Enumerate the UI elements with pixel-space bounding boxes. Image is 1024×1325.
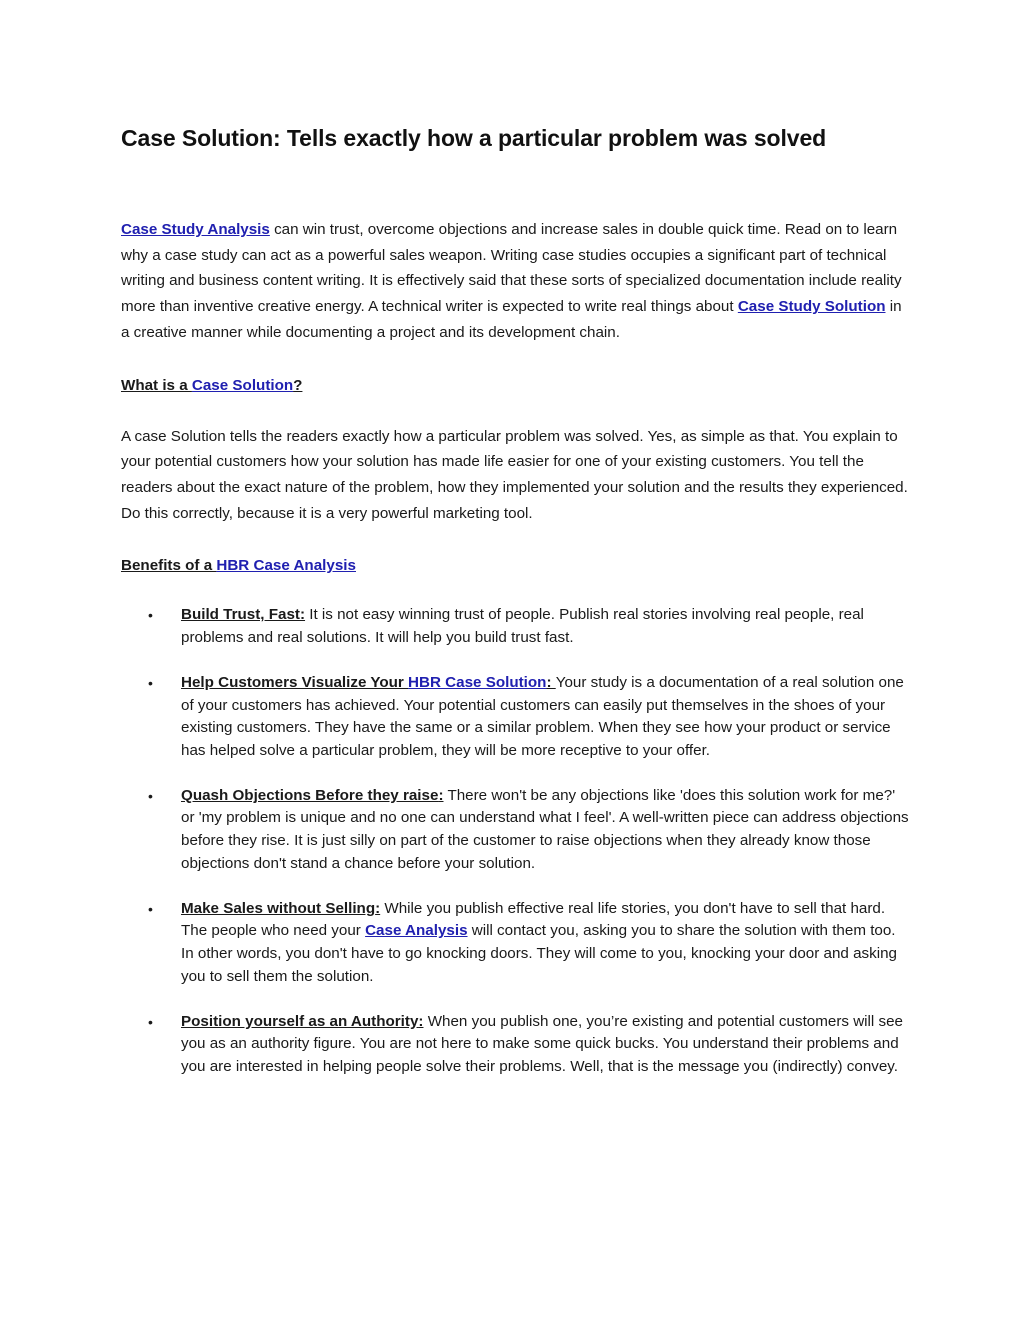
case-study-solution-link[interactable]: Case Study Solution <box>737 298 886 316</box>
bullet-icon: • <box>148 675 153 692</box>
benefit-colon: : <box>546 674 556 692</box>
benefit-colon: : <box>375 899 381 917</box>
benefit-term: Help Customers Visualize Your <box>181 674 409 692</box>
what-heading-prefix: What is a <box>121 376 192 394</box>
benefit-colon: : <box>418 1012 424 1030</box>
case-analysis-link[interactable]: Case Analysis <box>365 922 468 940</box>
bullet-icon: • <box>148 787 153 804</box>
benefits-heading <box>121 553 911 578</box>
benefit-text: While you publish effective real life stories, you don't have to sell that hard. The people who need your <box>181 899 886 940</box>
hbr-case-analysis-link[interactable]: HBR Case Analysis <box>216 557 356 575</box>
list-item <box>121 785 911 875</box>
benefit-term: Position yourself as an Authority <box>181 1012 419 1030</box>
page-title: Case Solution: Tells exactly how a particular problem was solved <box>121 125 827 151</box>
what-heading-suffix: ? <box>293 376 303 394</box>
benefit-term: Quash Objections Before they raise <box>181 786 439 804</box>
benefit-text: Your study is a documentation of a real solution one of your customers has achieved. Your potential customers can easily put themselves in the shoes of your existing customers. They have the same or a similar problem. When they see how your product or service has helped solve a particular problem, they will be more receptive to your offer. <box>181 674 904 759</box>
benefit-text: It is not easy winning trust of people. Publish real stories involving real people, real problems and real solutions. It will help you build trust fast. <box>181 606 864 646</box>
case-study-analysis-link[interactable]: Case Study Analysis <box>121 221 270 238</box>
benefit-text-after: will contact you, asking you to share the solution with them too. In other words, you don't have to go knocking doors. They will come to you, knocking your door and asking you to sell them the solution. <box>181 922 897 985</box>
benefit-text: There won't be any objections like 'does this solution work for me?' or 'my problem is unique and no one can understand what I feel'. A well-written piece can address objections before they rise. It is just silly on part of the customer to raise objections when they already know those objections don't stand a chance before your solution. <box>181 786 909 872</box>
list-item <box>121 1011 911 1079</box>
hbr-case-solution-link[interactable]: HBR Case Solution <box>408 674 547 692</box>
benefits-heading-prefix: Benefits of a <box>121 557 217 575</box>
benefit-term: Build Trust, Fast <box>181 606 300 624</box>
benefits-list <box>121 604 911 1078</box>
benefit-colon: : <box>299 606 306 624</box>
intro-paragraph <box>121 217 911 346</box>
bullet-icon: • <box>148 1013 153 1030</box>
bullet-icon: • <box>148 607 153 624</box>
benefit-term: Make Sales without Selling <box>181 899 376 917</box>
document-page <box>121 122 911 1101</box>
list-item <box>121 604 911 649</box>
what-is-paragraph: A case Solution tells the readers exactly how a particular problem was solved. Yes, as simple as that. You explain to your potential customers how your solution has made life easier for one of your existing customers. You tell the readers about the exact nature of the problem, how they implemented your solution and the results they experienced. Do this correctly, because it is a very powerful marketing tool. <box>121 427 908 522</box>
bullet-icon: • <box>148 900 153 917</box>
case-solution-link[interactable]: Case Solution <box>191 376 294 394</box>
benefit-colon: : <box>438 786 444 804</box>
benefit-text: When you publish one, you’re existing and potential customers will see you as an authority figure. You are not here to make some quick bucks. You understand their problems and you are interested in helping people solve their problems. Well, that is the message you (indirectly) convey. <box>181 1012 903 1075</box>
intro-text-2: in a creative manner while documenting a project and its development chain. <box>121 298 902 341</box>
list-item <box>121 672 911 762</box>
intro-text-1: can win trust, overcome objections and increase sales in double quick time. Read on to learn why a case study can act as a powerful sales weapon. Writing case studies occupies a significant part of technical writing and business content writing. It is effectively said that these sorts of specialized documentation include reality more than inventive creative energy. A technical writer is expected to write real things about <box>121 221 902 316</box>
what-is-heading <box>121 373 911 398</box>
list-item <box>121 898 911 988</box>
